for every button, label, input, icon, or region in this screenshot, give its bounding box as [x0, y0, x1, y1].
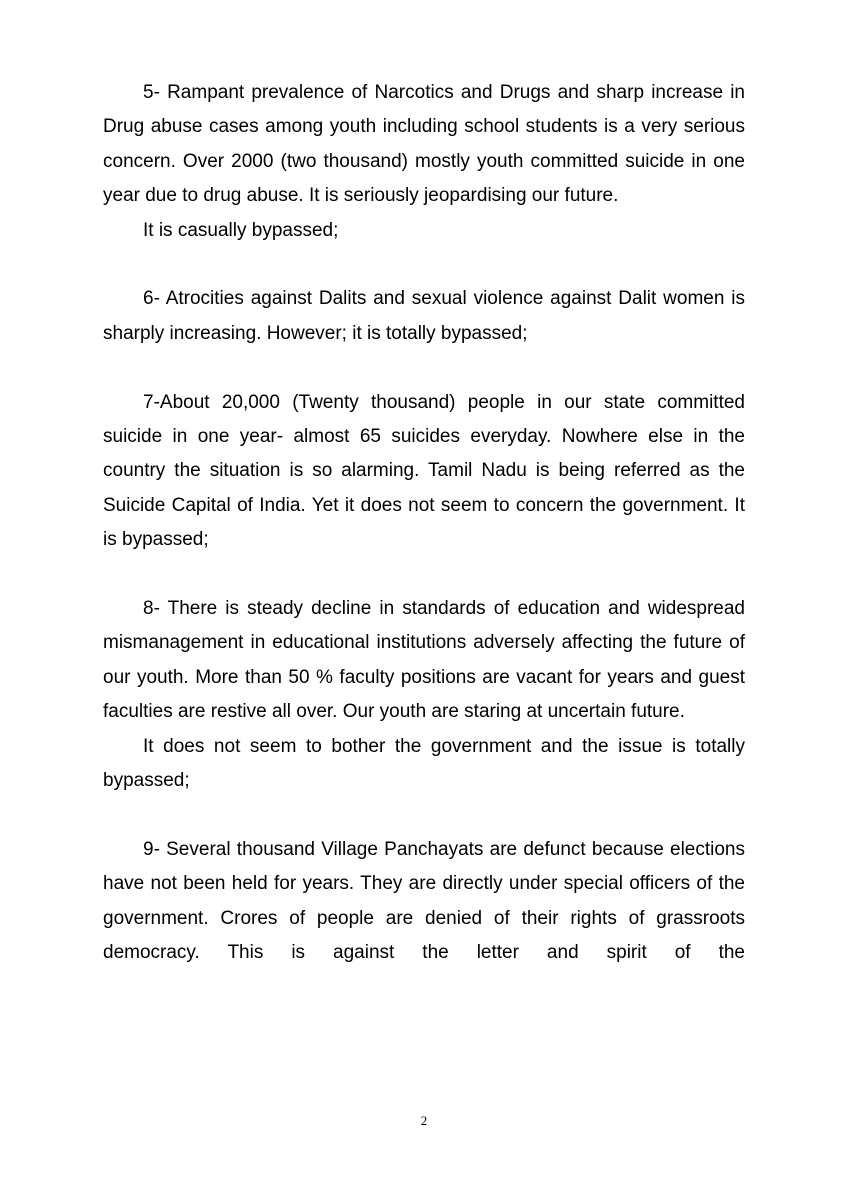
paragraph-spacer [103, 351, 745, 385]
paragraph-8: 8- There is steady decline in standards of education and widespread mismanagement in educational institutions adversely affecting the future of our youth. More than 50 % faculty positions are vacant for years and guest faculties are restive all over. Our youth are staring at uncertain future. [103, 598, 745, 723]
paragraph-spacer [103, 798, 745, 832]
page-number: 2 [420, 1113, 428, 1128]
paragraph-5-note: It is casually bypassed; [143, 219, 339, 241]
paragraph-8-note: It does not seem to bother the government and the issue is totally bypassed; [103, 735, 745, 792]
paragraph-spacer [103, 248, 745, 282]
paragraph-spacer [103, 558, 745, 592]
paragraph-9: 9- Several thousand Village Panchayats are defunct because elections have not been held for years. They are directly under special officers of the government. Crores of people are denied of their rights of grassroots democracy. This is against the letter and spirit of the [103, 838, 745, 964]
document-body [103, 76, 745, 971]
paragraph-5: 5- Rampant prevalence of Narcotics and Drugs and sharp increase in Drug abuse cases among youth including school students is a very serious concern. Over 2000 (two thousand) mostly youth committed suicide in one year due to drug abuse. It is seriously jeopardising our future. [103, 82, 745, 207]
paragraph-6: 6- Atrocities against Dalits and sexual violence against Dalit women is sharply increasing. However; it is totally bypassed; [103, 288, 745, 344]
paragraph-7: 7-About 20,000 (Twenty thousand) people in our state committed suicide in one year- almost 65 suicides everyday. Nowhere else in the country the situation is so alarming. Tamil Nadu is being referred as the Suicide Capital of India. Yet it does not seem to concern the government. It is bypassed; [103, 391, 745, 551]
